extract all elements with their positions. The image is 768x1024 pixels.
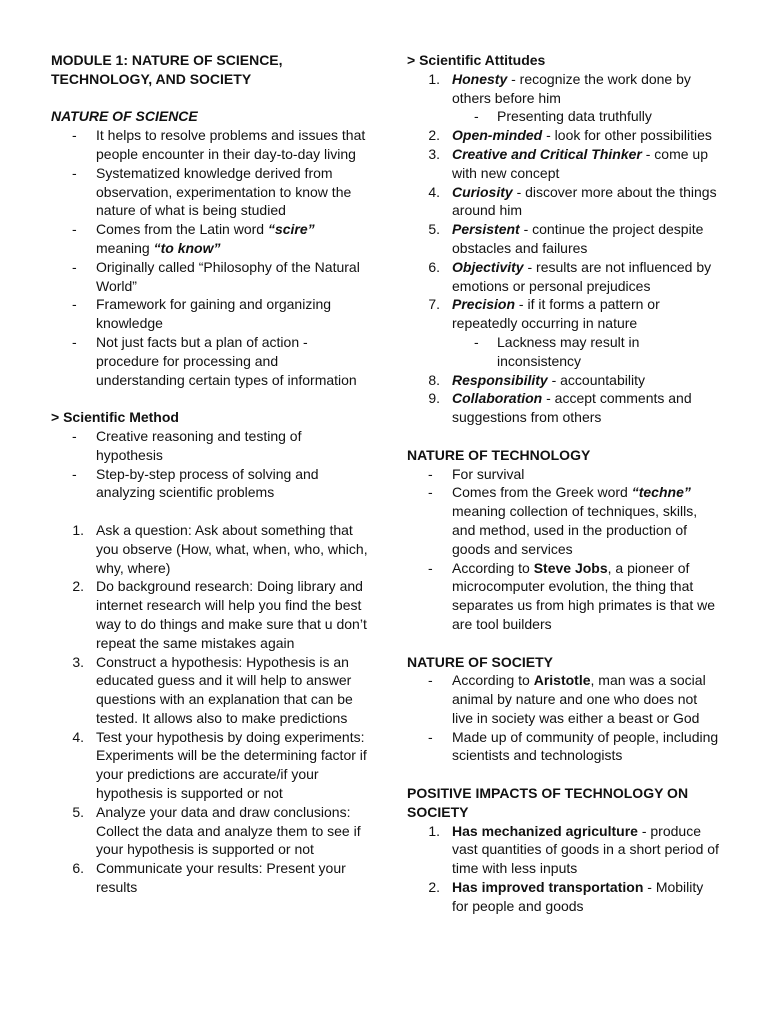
list-item: - For survival xyxy=(428,465,525,482)
nature-of-society-heading: NATURE OF SOCIETY xyxy=(407,653,553,670)
attitude-item: 3. Creative and Critical Thinker - come up with new concept xyxy=(428,145,708,181)
attitude-item: 2. Open-minded - look for other possibilities xyxy=(428,127,712,144)
module-title-line1: MODULE 1: NATURE OF SCIENCE, xyxy=(51,52,283,68)
scientific-attitudes-heading: > Scientific Attitudes xyxy=(407,52,546,68)
right-column xyxy=(407,51,719,916)
attitude-item: 5. Persistent - continue the project despite obstacles and failures xyxy=(428,221,704,256)
attitude-item: 1. Honesty - recognize the work done by others before him xyxy=(428,70,691,106)
module-title-line2: TECHNOLOGY, AND SOCIETY xyxy=(51,70,252,87)
list-item: - Creative reasoning and testing of hypothesis xyxy=(72,427,302,463)
step-item: 5. Analyze your data and draw conclusions: Collect the data and analyze them to see if your hypothesis is supported or not xyxy=(72,803,361,858)
attitude-item: 8. Responsibility - accountability xyxy=(428,371,645,388)
step-item: 6. Communicate your results: Present your results xyxy=(72,860,346,896)
positive-impacts-heading: POSITIVE IMPACTS OF TECHNOLOGY ON SOCIETY xyxy=(407,785,689,820)
list-item: - Not just facts but a plan of action - procedure for processing and understanding certain types of information xyxy=(72,333,357,388)
list-item: - Made up of community of people, including scientists and technologists xyxy=(428,728,719,764)
list-item: - Comes from the Latin word “scire” meaning “to know” xyxy=(72,221,315,256)
nature-of-science-list xyxy=(51,126,369,389)
list-item: - According to Steve Jobs, a pioneer of microcomputer evolution, the thing that separates us from high primates is that we are tool builders xyxy=(428,559,716,632)
attitude-item: 4. Curiosity - discover more about the things around him xyxy=(428,183,717,219)
sub-item: - Lackness may result in inconsistency xyxy=(474,333,640,369)
list-item: - Step-by-step process of solving and analyzing scientific problems xyxy=(72,465,319,501)
attitude-item: 9. Collaboration - accept comments and suggestions from others xyxy=(428,390,692,426)
scientific-method-list xyxy=(51,427,369,502)
scientific-method-heading: > Scientific Method xyxy=(51,409,179,426)
list-item: - Originally called “Philosophy of the Natural World” xyxy=(72,258,360,294)
attitude-item: 6. Objectivity - results are not influenced by emotions or personal prejudices xyxy=(428,258,712,294)
nature-of-technology-heading: NATURE OF TECHNOLOGY xyxy=(407,446,591,463)
list-item: - Framework for gaining and organizing knowledge xyxy=(72,296,332,332)
step-item: 4. Test your hypothesis by doing experiments: Experiments will be the determining factor if your predictions are accurate/if your hypothesis is supported or not xyxy=(72,728,367,802)
nature-of-society-list xyxy=(407,671,719,765)
sub-item: - Presenting data truthfully xyxy=(474,108,652,125)
scientific-attitudes-list xyxy=(407,70,719,427)
attitude-item: 7. Precision - if it forms a pattern or repeatedly occurring in nature xyxy=(428,296,660,332)
positive-impacts-list xyxy=(407,822,719,916)
nature-of-technology-list xyxy=(407,465,719,634)
impact-item: 1. Has mechanized agriculture - produce vast quantities of goods in a short period of time with less inputs xyxy=(428,822,719,877)
step-item: 2. Do background research: Doing library and internet research will help you find the best way to do things and make sure that u don’t repeat the same mistakes again xyxy=(72,578,367,651)
list-item: - It helps to resolve problems and issues that people encounter in their day-to-day living xyxy=(72,127,366,162)
list-item: - According to Aristotle, man was a social animal by nature and one who does not live in society was either a beast or God xyxy=(428,672,706,726)
scientific-method-steps xyxy=(51,521,369,897)
step-item: 1. Ask a question: Ask about something that you observe (How, what, when, who, which, why, where) xyxy=(72,521,368,576)
module-title xyxy=(51,51,369,89)
step-item: 3. Construct a hypothesis: Hypothesis is an educated guess and it will help to answer questions with an explanation that can be tested. It allows also to make predictions xyxy=(72,653,353,726)
list-item: - Systematized knowledge derived from observation, experimentation to know the nature of what is being studied xyxy=(72,164,352,219)
left-column xyxy=(51,51,369,897)
impact-item: 2. Has improved transportation - Mobility for people and goods xyxy=(428,879,704,914)
list-item: - Comes from the Greek word “techne” meaning collection of techniques, skills, and method, used in the production of goods and services xyxy=(428,484,698,557)
nature-of-science-heading: NATURE OF SCIENCE xyxy=(51,108,198,125)
